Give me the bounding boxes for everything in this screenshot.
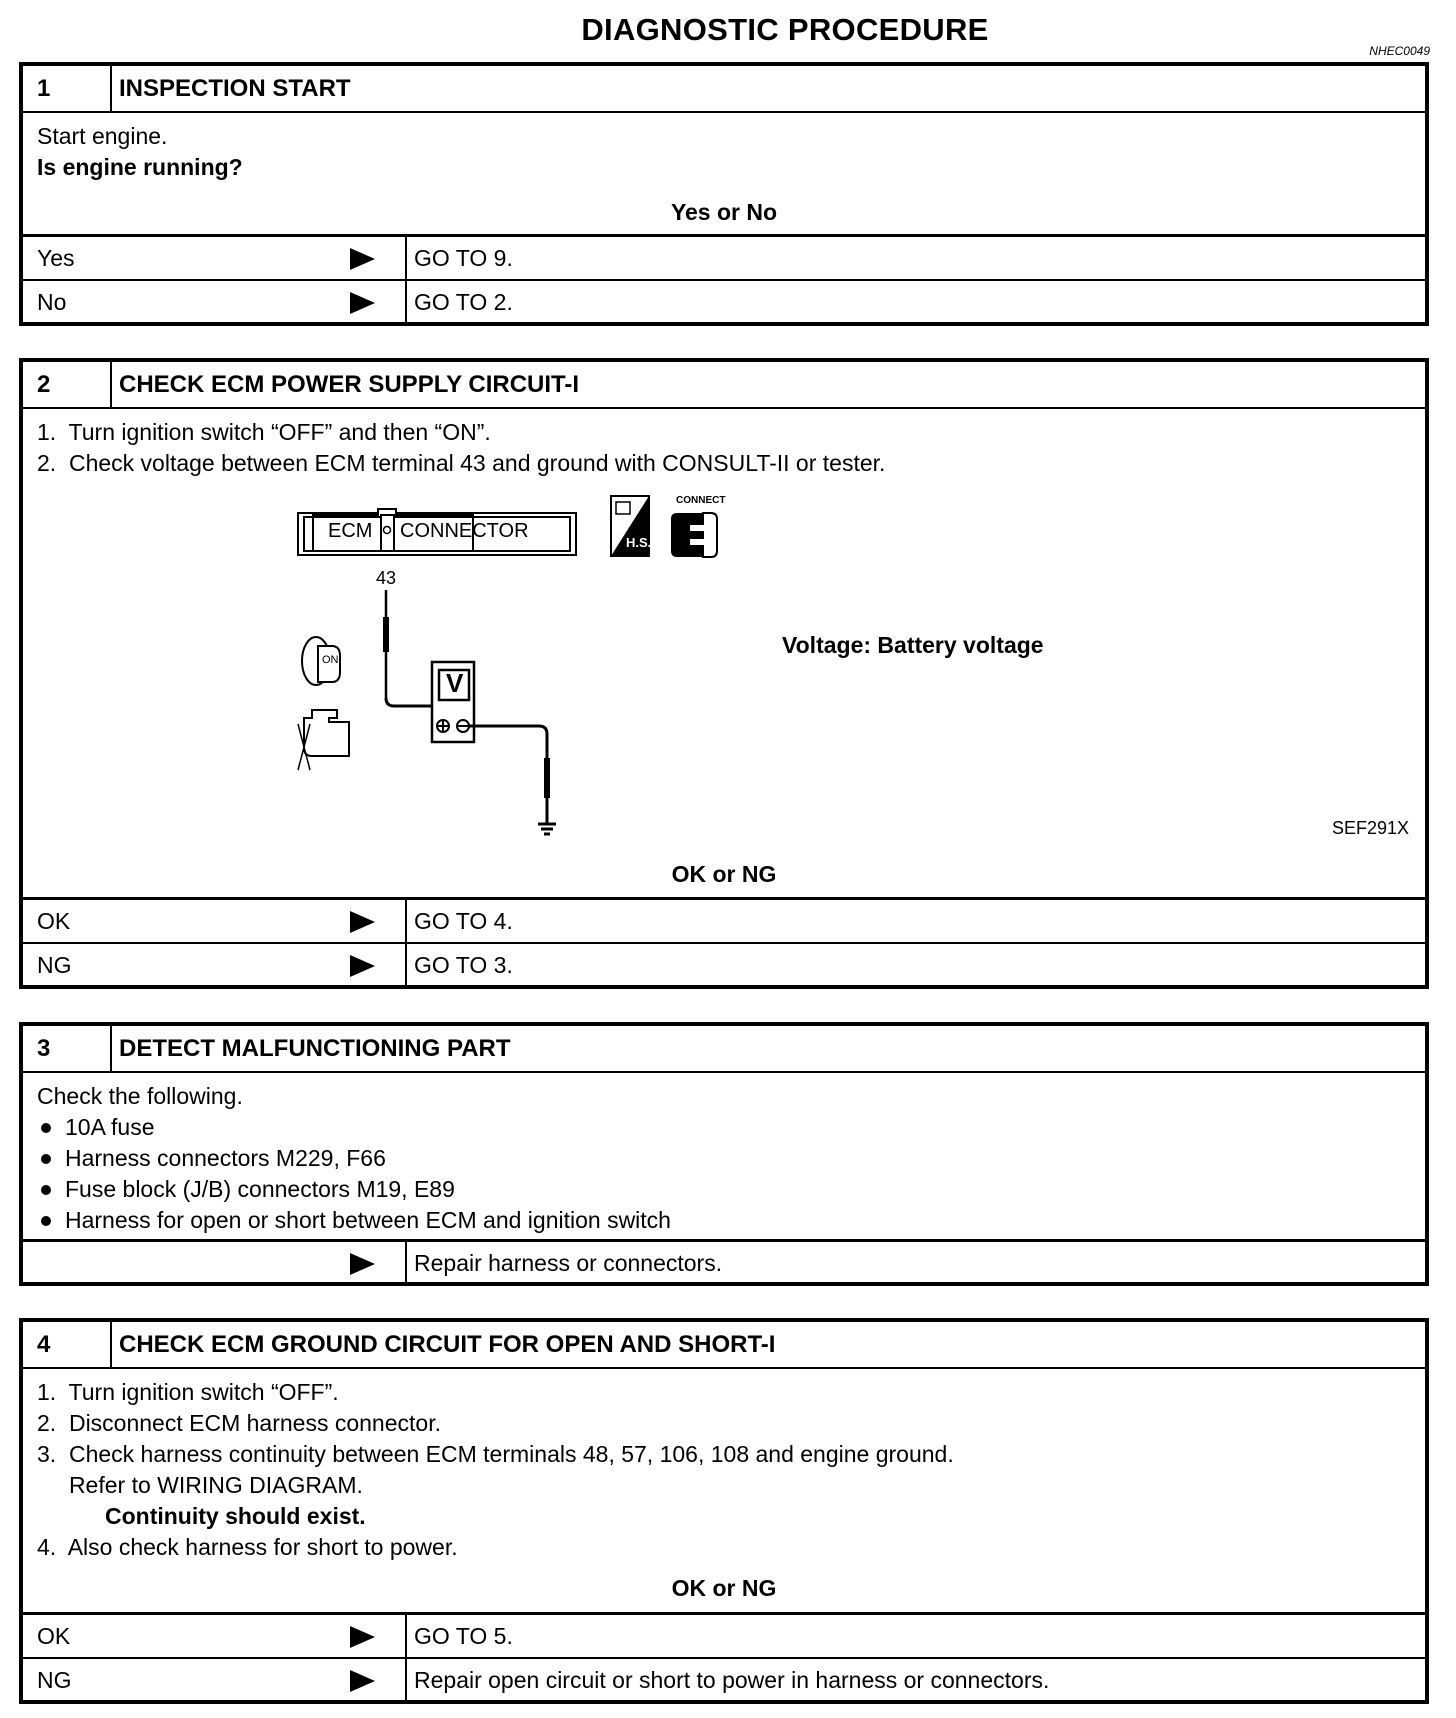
arrow-right-icon — [350, 955, 375, 977]
step-number: 1 — [23, 66, 112, 111]
step-number: 4 — [23, 1322, 112, 1367]
condition-label: NG — [37, 1667, 72, 1693]
step-3-table — [19, 1022, 1429, 1286]
step-body — [23, 1369, 1425, 1612]
arrow-right-icon — [350, 1670, 375, 1692]
result-row-yes[interactable] — [23, 234, 1425, 279]
result-row-ok[interactable] — [23, 1612, 1425, 1657]
step-number: 2 — [23, 362, 112, 407]
spec-line: Continuity should exist. — [105, 1503, 366, 1529]
condition-label: Yes — [37, 245, 75, 271]
instruction-line: 2. Check voltage between ECM terminal 43 and ground with CONSULT-II or tester. — [37, 450, 886, 476]
condition-label: OK — [37, 1623, 71, 1649]
step-title: INSPECTION START — [119, 75, 351, 102]
step-4-table — [19, 1318, 1429, 1704]
arrow-right-icon — [350, 248, 375, 270]
bullet-icon — [41, 1216, 51, 1226]
check-item: Harness connectors M229, F66 — [37, 1143, 1411, 1174]
result-row-no[interactable] — [23, 279, 1425, 324]
decision-prompt: Yes or No — [670, 199, 778, 225]
result-row-ok[interactable] — [23, 897, 1425, 942]
instruction-line: 2. Disconnect ECM harness connector. — [37, 1410, 441, 1436]
step-title: DETECT MALFUNCTIONING PART — [119, 1035, 511, 1062]
arrow-right-icon — [350, 911, 375, 933]
instruction-line: Refer to WIRING DIAGRAM. — [37, 1472, 363, 1498]
instruction-line: 3. Check harness continuity between ECM terminals 48, 57, 106, 108 and engine ground. — [37, 1441, 954, 1467]
action-text: Repair harness or connectors. — [414, 1250, 723, 1276]
action-text: GO TO 4. — [414, 908, 513, 934]
instruction-line: Start engine. — [37, 123, 168, 149]
bullet-icon — [41, 1154, 51, 1164]
connect-label: CONNECT — [676, 495, 726, 506]
check-item: 10A fuse — [37, 1112, 1411, 1143]
check-item: Fuse block (J/B) connectors M19, E89 — [37, 1174, 1411, 1205]
action-text: GO TO 3. — [414, 952, 513, 978]
step-header — [23, 1322, 1425, 1369]
action-text: GO TO 5. — [414, 1623, 513, 1649]
step-header — [23, 1026, 1425, 1073]
connector-ecm-label: ECM — [328, 520, 373, 542]
ignition-on-label: ON — [322, 654, 339, 666]
engine-off-icon — [298, 710, 349, 770]
arrow-right-icon — [350, 1626, 375, 1648]
step-body — [23, 1073, 1425, 1239]
ground-icon — [538, 824, 556, 834]
condition-label: OK — [37, 908, 71, 934]
connect-icon — [671, 513, 717, 557]
step-title: CHECK ECM GROUND CIRCUIT FOR OPEN AND SHORT-I — [119, 1331, 776, 1358]
bullet-icon — [41, 1185, 51, 1195]
decision-prompt: OK or NG — [671, 861, 777, 887]
question-line: Is engine running? — [37, 154, 243, 180]
voltage-check-diagram — [280, 480, 1410, 850]
step-number: 3 — [23, 1026, 112, 1071]
step-1-table — [19, 62, 1429, 326]
decision-prompt: OK or NG — [671, 1575, 777, 1601]
step-header — [23, 362, 1425, 409]
condition-label: No — [37, 289, 67, 315]
instruction-line: 4. Also check harness for short to power. — [37, 1534, 458, 1560]
step-title: CHECK ECM POWER SUPPLY CIRCUIT-I — [119, 371, 580, 398]
bullet-icon — [41, 1123, 51, 1133]
meter-label: V — [446, 668, 464, 698]
result-row-ng[interactable] — [23, 1657, 1425, 1702]
result-row-repair[interactable] — [23, 1239, 1425, 1284]
instruction-line: 1. Turn ignition switch “OFF” and then “ON”. — [37, 419, 491, 445]
action-text: Repair open circuit or short to power in harness or connectors. — [414, 1667, 1050, 1693]
result-row-ng[interactable] — [23, 942, 1425, 987]
figure-code: SEF291X — [1331, 818, 1409, 838]
step-body — [23, 113, 1425, 234]
arrow-right-icon — [350, 1253, 375, 1275]
condition-label: NG — [37, 952, 72, 978]
check-item: Harness for open or short between ECM and ignition switch — [37, 1205, 1411, 1236]
instruction-line: 1. Turn ignition switch “OFF”. — [37, 1379, 339, 1405]
step-header — [23, 66, 1425, 113]
connector-label: CONNECTOR — [400, 520, 529, 542]
instruction-intro: Check the following. — [37, 1083, 243, 1109]
arrow-right-icon — [350, 292, 375, 314]
document-code: NHEC0049 — [1369, 44, 1430, 58]
voltage-spec: Voltage: Battery voltage — [782, 632, 1044, 658]
hs-label: H.S. — [626, 535, 652, 550]
page-title: DIAGNOSTIC PROCEDURE — [581, 12, 989, 47]
action-text: GO TO 2. — [414, 289, 513, 315]
action-text: GO TO 9. — [414, 245, 513, 271]
terminal-number: 43 — [376, 568, 397, 588]
